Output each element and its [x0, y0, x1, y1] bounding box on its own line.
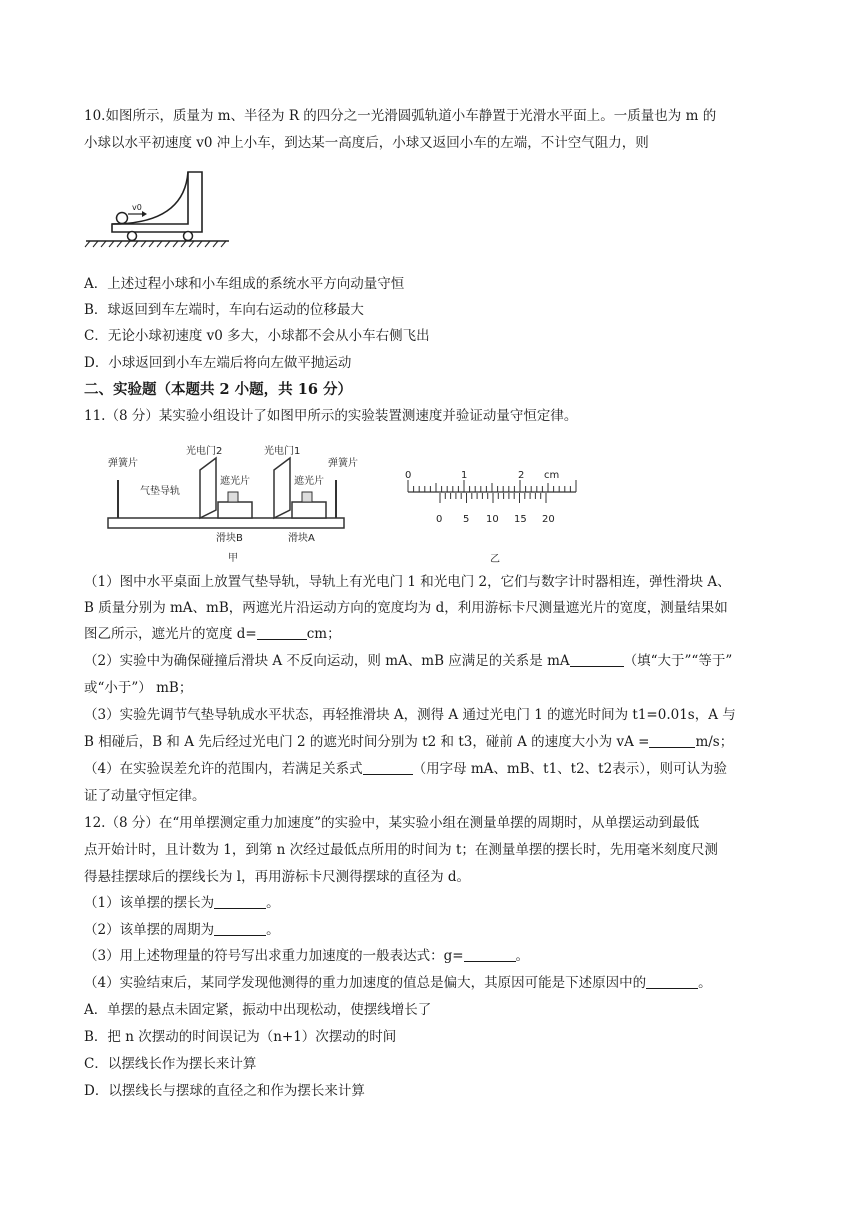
- q11-p3-unit: m/s；: [695, 734, 734, 750]
- q11-p1-line-3: [84, 624, 341, 644]
- q11-intro: 11.（8 分）某实验小组设计了如图甲所示的实验装置测速度并验证动量守恒定律。: [84, 408, 578, 424]
- q12-option-b: B．把 n 次摆动的时间误记为（n+1）次摆动的时间: [84, 1029, 397, 1045]
- main-scale-0: 0: [405, 470, 412, 481]
- q11-p2-text: （2）实验中为确保碰撞后滑块 A 不反向运动，则 mA、mB 应满足的关系是 mA: [84, 653, 570, 669]
- main-scale-1: 1: [461, 470, 468, 481]
- q11-p1-text: 图乙所示，遮光片的宽度 d=: [84, 626, 257, 642]
- q12-option-a: A．单摆的悬点未固定紧，振动中出现松动，使摆线增长了: [84, 1002, 432, 1018]
- shade-a-label: 遮光片: [294, 476, 324, 487]
- q11-p1-unit: cm；: [306, 626, 341, 642]
- q10-option-b: B．球返回到车左端时，车向右运动的位移最大: [84, 302, 364, 318]
- q11-p1-line-2: B 质量分别为 mA、mB，两遮光片沿运动方向的宽度均为 d，利用游标卡尺测量遮光片的宽度，测量结果如: [84, 600, 728, 616]
- fig-a-caption: 甲: [228, 553, 238, 564]
- answer-blank-reason[interactable]: [646, 974, 698, 989]
- section-heading: 二、实验题（本题共 2 小题，共 16 分）: [84, 381, 352, 398]
- answer-blank-d[interactable]: [257, 625, 307, 640]
- q12-p3-text: （3）用上述物理量的符号写出求重力加速度的一般表达式：g=: [84, 948, 464, 964]
- q11-p3-text: B 相碰后，B 和 A 先后经过光电门 2 的遮光时间分别为 t2 和 t3，碰前 A 的速度大小为 vA =: [84, 734, 650, 750]
- gate1-label: 光电门1: [264, 446, 301, 457]
- q12-p2-text: （2）该单摆的周期为: [84, 922, 215, 938]
- q10-line-1: 10.如图所示，质量为 m、半径为 R 的四分之一光滑圆弧轨道小车静置于光滑水平面上。一质量也为 m 的: [84, 108, 717, 124]
- answer-blank-length[interactable]: [214, 894, 266, 909]
- air-track-figure: [104, 440, 360, 565]
- q11-p3-line-2: [84, 732, 733, 752]
- q12-option-c: C．以摆线长作为摆长来计算: [84, 1056, 257, 1072]
- spring-right-label: 弹簧片: [328, 458, 358, 469]
- q12-part-4: [84, 973, 712, 993]
- answer-blank-g[interactable]: [464, 947, 516, 962]
- q11-p3-line-1: （3）实验先调节气垫导轨成水平状态，再轻推滑块 A，测得 A 通过光电门 1 的遮光时间为 t1=0.01s，A 与: [84, 707, 736, 723]
- q10-line-2: 小球以水平初速度 v0 冲上小车，到达某一高度后，小球又返回小车的左端，不计空气阻力，则: [84, 135, 649, 151]
- unit-label: cm: [544, 470, 560, 481]
- q12-part-2: [84, 920, 280, 940]
- vernier-0: 0: [436, 514, 443, 525]
- vernier-20: 20: [542, 514, 555, 525]
- q12-p1-end: 。: [266, 895, 280, 911]
- q11-p4-line-1: [84, 759, 727, 779]
- q11-p4-text: （4）在实验误差允许的范围内，若满足关系式: [84, 761, 363, 777]
- q12-p1-text: （1）该单摆的摆长为: [84, 895, 215, 911]
- shade-b-label: 遮光片: [220, 476, 250, 487]
- q11-p2-hint: （填“大于”“等于”: [623, 653, 733, 669]
- vernier-5: 5: [463, 514, 470, 525]
- spring-left-label: 弹簧片: [108, 458, 138, 469]
- air-track-label: 气垫导轨: [140, 486, 180, 497]
- q12-option-d: D．以摆线长与摆球的直径之和作为摆长来计算: [84, 1083, 365, 1099]
- answer-blank-period[interactable]: [214, 921, 266, 936]
- q12-line-1: 12.（8 分）在“用单摆测定重力加速度”的实验中，某实验小组在测量单摆的周期时，从单摆运动到最低: [84, 815, 700, 831]
- slider-b-label: 滑块B: [216, 533, 243, 544]
- q11-p4-hint: （用字母 mA、mB、t1、t2、t2表示），则可认为验: [412, 761, 727, 777]
- q12-p4-text: （4）实验结束后，某同学发现他测得的重力加速度的值总是偏大，其原因可能是下述原因中的: [84, 975, 647, 991]
- q12-part-1: [84, 893, 280, 913]
- slider-a-label: 滑块A: [288, 533, 315, 544]
- answer-blank-va[interactable]: [649, 733, 695, 748]
- q12-p2-end: 。: [266, 922, 280, 938]
- q12-part-3: [84, 946, 529, 966]
- q11-p2-line-1: [84, 651, 732, 671]
- q12-p3-end: 。: [515, 948, 530, 964]
- fig-b-caption: 乙: [490, 554, 500, 565]
- q10-option-c: C．无论小球初速度 v0 多大，小球都不会从小车右侧飞出: [84, 328, 430, 344]
- answer-blank-mass[interactable]: [570, 652, 624, 667]
- q11-p4-line-2: 证了动量守恒定律。: [84, 788, 206, 804]
- q10-option-a: A．上述过程小球和小车组成的系统水平方向动量守恒: [84, 276, 405, 292]
- gate2-label: 光电门2: [186, 446, 223, 457]
- q11-p2-line-2: 或“小于”） mB；: [84, 680, 193, 696]
- q12-line-3: 得悬挂摆球后的摆线长为 l，再用游标卡尺测得摆球的直径为 d。: [84, 869, 471, 885]
- vernier-15: 15: [514, 514, 527, 525]
- vernier-figure: [398, 440, 618, 565]
- q10-cart-figure: [84, 168, 234, 248]
- q12-p4-end: 。: [698, 975, 712, 991]
- velocity-label: v0: [132, 203, 142, 212]
- q12-line-2: 点开始计时，且计数为 1，到第 n 次经过最低点所用的时间为 t；在测量单摆的摆长时，先用毫米刻度尺测: [84, 842, 718, 858]
- q10-option-d: D．小球返回到小车左端后将向左做平抛运动: [84, 355, 352, 371]
- vernier-10: 10: [486, 514, 499, 525]
- q11-p1-line-1: （1）图中水平桌面上放置气垫导轨，导轨上有光电门 1 和光电门 2，它们与数字计时器相连，弹性滑块 A、: [84, 574, 731, 590]
- main-scale-2: 2: [518, 470, 525, 481]
- answer-blank-relation[interactable]: [363, 760, 413, 775]
